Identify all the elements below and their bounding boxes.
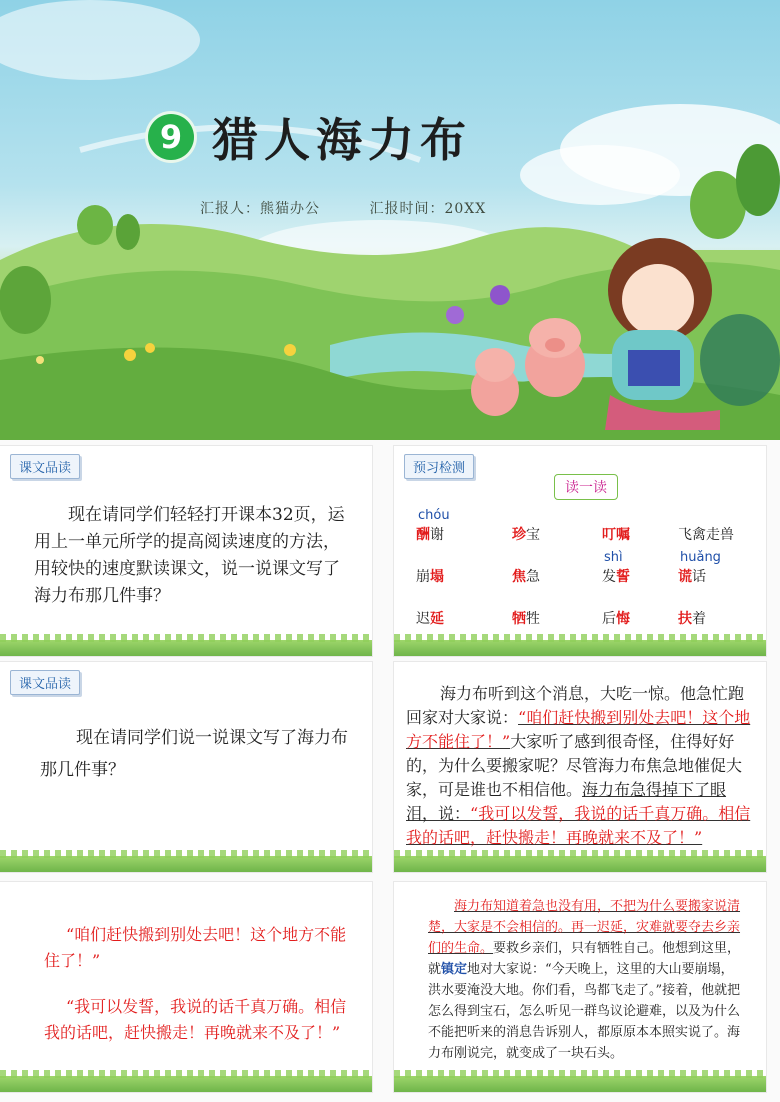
- passage-text: [428, 896, 744, 1064]
- word-prefix: 发: [602, 569, 616, 585]
- passage-red-part: 海力布知道着急也没有用，不把为什么要搬家说清楚，大家是不会相信的。再一迟延，灾难就要夺去乡亲们的生命。: [428, 899, 741, 956]
- slide-reading-intro: [0, 446, 372, 656]
- vocab-word: [512, 608, 592, 628]
- slide-sacrifice-passage: [394, 882, 766, 1092]
- vocab-word: [416, 608, 496, 628]
- section-tag: 课文品读: [10, 454, 80, 479]
- quote-vow: “我可以发誓，我说的话千真万确。相信我的话吧，赶快搬走！再晚就来不及了！”: [406, 804, 751, 847]
- word-rest: 着: [692, 611, 706, 627]
- word-rest: 话: [692, 569, 706, 585]
- word-rest: 谢: [430, 527, 444, 543]
- pinyin-annotation: shì: [604, 550, 623, 565]
- highlighted-char: 焦: [512, 569, 526, 585]
- landscape-illustration: [0, 0, 780, 440]
- word-rest: 急: [526, 569, 540, 585]
- quote-move-away: “咱们赶快搬到别处去吧！这个地方不能住了！”: [406, 708, 751, 751]
- read-aloud-button[interactable]: 读一读: [554, 474, 618, 500]
- pinyin-annotation: chóu: [418, 508, 450, 523]
- quote-move-away: “咱们赶快搬到别处去吧！这个地方不能住了！”: [44, 925, 347, 970]
- highlighted-char: 叮嘱: [602, 527, 630, 543]
- section-tag: 课文品读: [10, 670, 80, 695]
- reporter-name: 汇报人：熊猫办公: [200, 201, 320, 217]
- word-prefix: 迟: [416, 611, 430, 627]
- pinyin-annotation: huǎng: [680, 550, 721, 565]
- word-rest: 飞禽走兽: [678, 527, 734, 543]
- slide-reading-question: [0, 662, 372, 872]
- instruction-text: 现在请同学们轻轻打开课本32页，运用上一单元所学的提高阅读速度的方法，用较快的速度默读课文，说一说课文写了海力布那几件事？: [34, 505, 345, 606]
- passage-text: [406, 682, 758, 850]
- reporter-line: [200, 198, 530, 218]
- vocab-word: [512, 566, 592, 586]
- passage-part-2: 大家听了感到很奇怪，住得好好的，为什么要搬家呢？尽管海力布焦急地催促大家，可是谁也不相信他。: [406, 732, 743, 799]
- vocab-word: [678, 550, 758, 586]
- highlighted-char: 延: [430, 611, 444, 627]
- title-row: [148, 104, 472, 170]
- slide-preview-check: [394, 446, 766, 656]
- vocab-word: [602, 550, 682, 586]
- vocab-word: [678, 608, 758, 628]
- highlighted-char: 谎: [678, 569, 692, 585]
- grass-strip: [0, 856, 372, 872]
- word-prefix: 后: [602, 611, 616, 627]
- vocab-word: [602, 608, 682, 628]
- word-rest: 牲: [526, 611, 540, 627]
- lesson-number-badge: 9: [148, 114, 194, 160]
- passage-part-2: 要救乡亲们，只有牺牲自己。他想到这里，就: [428, 941, 741, 977]
- keyword-calm: 镇定: [441, 962, 468, 977]
- grass-strip: [0, 1076, 372, 1092]
- highlighted-char: 誓: [616, 569, 630, 585]
- passage-part-1: 海力布听到这个消息，大吃一惊。他急忙跑回家对大家说：: [406, 684, 745, 727]
- word-rest: 宝: [526, 527, 540, 543]
- report-time: 汇报时间：20XX: [369, 201, 487, 217]
- highlighted-char: 悔: [616, 611, 630, 627]
- word-prefix: 崩: [416, 569, 430, 585]
- highlighted-char: 酬: [416, 527, 430, 543]
- passage-part-3: 地对大家说：“今天晚上，这里的大山要崩塌，洪水要淹没大地。你们看，鸟都飞走了。”接着，他就把怎么得到宝石，怎么听见一群鸟议论避难，以及为什么不能把听来的消息告诉别人，都原原本本照实说了。海力布刚说完，就变成了一块石头。: [428, 962, 741, 1061]
- slide-quotes: [0, 882, 372, 1092]
- slide-passage-excerpt: [394, 662, 766, 872]
- quote-vow: “我可以发誓，我说的话千真万确。相信我的话吧，赶快搬走！再晚就来不及了！”: [44, 997, 347, 1042]
- highlighted-char: 塌: [430, 569, 444, 585]
- grass-strip: [0, 640, 372, 656]
- grass-strip: [394, 640, 766, 656]
- section-tag: 预习检测: [404, 454, 474, 479]
- highlighted-char: 牺: [512, 611, 526, 627]
- vocab-word: [512, 524, 592, 544]
- grass-strip: [394, 1076, 766, 1092]
- grass-strip: [394, 856, 766, 872]
- vocab-word: [678, 524, 758, 544]
- vocab-word: [416, 508, 496, 544]
- question-text: 现在请同学们说一说课文写了海力布那几件事？: [40, 728, 348, 780]
- highlighted-char: 珍: [512, 527, 526, 543]
- vocab-word: [416, 566, 496, 586]
- highlighted-char: 扶: [678, 611, 692, 627]
- vocab-word: [602, 524, 682, 544]
- lesson-title: 猎人海力布: [212, 113, 472, 167]
- passage-part-3: 海力布急得掉下了眼泪，说：: [406, 780, 727, 823]
- cover-slide: [0, 0, 780, 440]
